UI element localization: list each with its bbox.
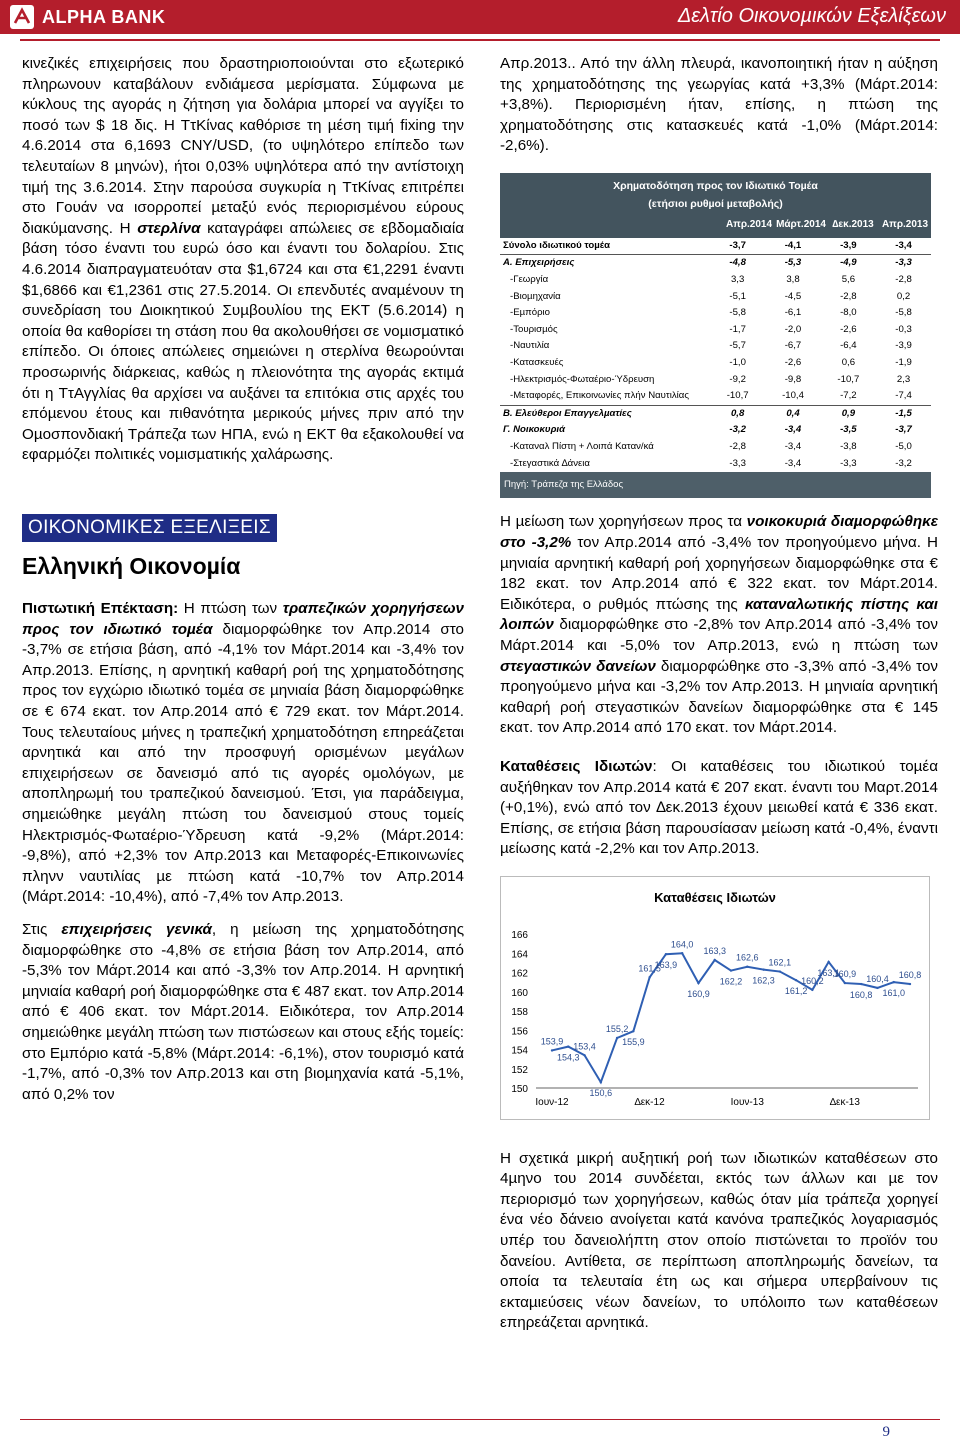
x-tick-label: Ιουν-12 bbox=[535, 1096, 569, 1108]
cell-value: -3,7 bbox=[895, 424, 912, 436]
households-paragraph: Η µείωση των χορηγήσεων προς τα νοικοκυριά διαµορφώθηκε στο -3,2% τον Απρ.2014 από -3,4% τον προηγούµενο µήνα. Η µηνιαία αρνητική καθαρή ροή χορηγήσεων διαµορφώθηκε στα € 182 εκατ. τον Απρ.2014 από € 322 εκατ. τον Μάρτ.2014. Ειδικότερα, ο ρυθµός πτώσης της καταναλωτικής πίστης και λοιπών διαµορφώθηκε στο -2,8% τον Απρ.2014 από -3,4% τον Μάρτ.2014 και -5,0% τον Απρ.2013, ενώ η πτώση των στεγαστικών δανείων διαµορφώθηκε στο -3,3% από -3,4% τον προηγούµενο µήνα και -3,2% τον Απρ.2013. Η µηνιαία αρνητική καθαρή ροή στεγαστικών δανείων διαµορφώθηκε στα € 145 εκατ. τον Απρ.2014 από 170 εκατ. τον Μάρτ.2014. bbox=[500, 513, 939, 737]
data-point bbox=[681, 952, 683, 954]
data-label: 160,2 bbox=[801, 975, 824, 986]
data-point bbox=[860, 983, 862, 985]
data-label: 160,8 bbox=[898, 970, 922, 981]
cell-value: 0,2 bbox=[896, 290, 911, 302]
cell-value: -4,8 bbox=[710, 255, 765, 272]
table-row bbox=[500, 322, 931, 339]
cell-value: -3,3 bbox=[840, 457, 857, 469]
data-label: 153,4 bbox=[573, 1041, 596, 1052]
cell-value: -10,7 bbox=[726, 390, 749, 402]
data-point bbox=[746, 965, 748, 967]
cell-value: -3,7 bbox=[729, 239, 746, 251]
table-header bbox=[500, 215, 931, 238]
fx-paragraph: κινεζικές επιχειρήσεις που δραστηριοποιούνται στο εξωτερικό πληρωνουν καταβάλουν ενδιάμεσα µερίσµατα. Σύµφωνα µε κύκλους της αγοράς η ζήτηση για δολάρια µπορεί να αγγίξει το ποσό των $ 18 δις. Η ΤτΚίνας καθόρισε τη µέση τιµή fixing την 4.6.2014 στα 6,1693 CNY/USD, (το υψηλότερο επίπεδο των τελευταίων 8 µηνών), ήτοι 0,03% υψηλότερα από την αντίστοιχη τιµή της 3.6.2014. Στην παρούσα συγκυρία η ΤτΚίνας επιτρέπει στο Γουάν να ισορροπεί µεταξύ ενός περιορισµένου εύρους διακύµανσης. Η στερλίνα καταγράφει απώλειες σε εβδοµαδιαία βάση τόσο έναντι του ευρώ όσο και έναντι του δολαρίου. Στις 4.6.2014 διαπραγµατευόταν στα $1,6724 και στα €1,2291 έναντι $1,6866 και €1,2361 στις 27.5.2014. Οι επενδυτές αναµένουν τη συνεδρίαση του ∆ιοικητικού Συµβουλίου της ΕΚΤ (5.6.2014) η οποία θα καθορίσει τη στάση που θα ακολουθήσει σε νοµισµατικό επίπεδο. Οι όποιες απώλειες σηµειώνει η στερλίνα θεωρούνται προσωρινής διάρκειας, καθώς η πλειονότητα της αγοράς εκτιµά ότι η ΤτΑγγλίας θα αρχίσει να αυξάνει τα επιτόκια στις αρχές του επόµενου έτους και πιθανότητα µερικούς µήνες πριν από την Οµοσπονδιακή Τράπεζα των ΗΠΑ, ενώ η ΕΚΤ θα εξακολουθεί να εφαρµόζει πολιτικές νοµισµατικής χαλάρωσης. bbox=[22, 55, 464, 464]
row-label: -Καταναλ Πίστη + Λοιπά Καταν/κά bbox=[510, 440, 654, 452]
data-point bbox=[844, 982, 846, 984]
col-header: Μάρτ.2014 bbox=[776, 218, 826, 230]
row-label: -Κατασκευές bbox=[510, 357, 564, 369]
data-point bbox=[876, 987, 878, 989]
row-label: Γ. Νοικοκυριά bbox=[503, 424, 566, 436]
row-label: -Μεταφορές, Επικοινωνίες πλήν Ναυτιλίας bbox=[510, 390, 689, 402]
x-tick-label: ∆εκ-13 bbox=[829, 1096, 860, 1108]
cell-value: -3,5 bbox=[840, 424, 857, 436]
cell-value: 0,4 bbox=[765, 405, 820, 422]
y-tick-label: 150 bbox=[511, 1083, 528, 1095]
cell-value: -3,4 bbox=[784, 424, 802, 436]
table-row bbox=[500, 305, 931, 322]
data-label: 163,9 bbox=[654, 960, 678, 971]
y-tick-label: 156 bbox=[511, 1026, 528, 1038]
data-point bbox=[762, 968, 764, 970]
cell-value: -8,0 bbox=[840, 307, 857, 319]
cell-value: 2,3 bbox=[896, 373, 911, 385]
header-bar bbox=[0, 0, 960, 34]
cell-value: -7,4 bbox=[895, 390, 912, 402]
agri-paragraph: Απρ.2013.. Από την άλλη πλευρά, ικανοποιητική ήταν η αύξηση της χρηµατοδότησης της γεωργίας κατά +3,3% (Μάρτ.2014: +3,8%). Περιορισµένη ήταν, επίσης, η πτώση της χρηµατοδότησης στις κατασκευές κατά -1,0% (Μάρτ.2014: -2,6%). bbox=[500, 55, 938, 155]
cell-value: -3,4 bbox=[784, 457, 802, 469]
data-point bbox=[714, 959, 716, 961]
section-banner: ΟΙΚΟΝΟΜΙΚΕΣ ΕΞΕΛΙΞΕΙΣ bbox=[22, 514, 277, 543]
x-tick-label: ∆εκ-12 bbox=[634, 1096, 665, 1108]
cell-value: -1,7 bbox=[729, 323, 746, 335]
data-label: 162,6 bbox=[736, 952, 759, 963]
data-point bbox=[551, 1049, 553, 1051]
cell-value: -5,1 bbox=[729, 290, 746, 302]
cell-value: -4,5 bbox=[784, 290, 802, 302]
cell-value: 3,8 bbox=[786, 274, 800, 286]
data-point bbox=[583, 1054, 585, 1056]
bulletin-title: Δελτίο Οικονοµικών Εξελίξεων bbox=[677, 5, 946, 27]
cell-value: -5,3 bbox=[765, 255, 820, 272]
cell-value: -6,1 bbox=[784, 307, 802, 319]
cell-value: -6,7 bbox=[784, 340, 802, 352]
cell-value: -7,2 bbox=[840, 390, 857, 402]
row-label: -Ναυτιλία bbox=[510, 340, 550, 352]
table-row bbox=[500, 272, 931, 289]
y-tick-label: 166 bbox=[511, 929, 528, 941]
table-row bbox=[500, 355, 931, 372]
table-body bbox=[500, 238, 931, 472]
data-point bbox=[827, 961, 829, 963]
cell-value: -4,9 bbox=[821, 255, 876, 272]
table-row bbox=[500, 439, 931, 456]
data-point bbox=[730, 969, 732, 971]
cell-value: -9,8 bbox=[784, 373, 802, 385]
cell-value: -10,7 bbox=[837, 373, 860, 385]
table-row bbox=[500, 238, 931, 255]
row-label: -Ηλεκτρισµός-Φωταέριο-Ύδρευση bbox=[510, 373, 655, 385]
data-point bbox=[795, 979, 797, 981]
table-subtitle: (ετήσιοι ρυθµοί µεταβολής) bbox=[648, 197, 783, 210]
cell-value: 3,3 bbox=[730, 274, 745, 286]
data-point bbox=[697, 982, 699, 984]
deposits-paragraph: Καταθέσεις Ιδιωτών: Οι καταθέσεις του ιδιωτικού τοµέα αυξήθηκαν τον Απρ.2014 κατά € 207 εκατ. έναντι του Μαρτ.2014 (+0,1%), ενώ από τον ∆εκ.2013 έχουν µειωθεί κατά € 336 εκατ. Επίσης, σε ετήσια βάση παρουσίασαν µείωση κατά -0,4%, έναντι µείωσης κατά -2,2% και τον Απρ.2013. bbox=[500, 758, 938, 858]
cell-value: -3,3 bbox=[729, 457, 746, 469]
data-point bbox=[632, 1030, 634, 1032]
bank-name: ALPHA BANK bbox=[42, 6, 166, 27]
business-paragraph: Στις επιχειρήσεις γενικά, η µείωση της χρηµατοδότησης διαµορφώθηκε στο -4,8% σε ετήσια βάση τον Απρ.2014, από -5,3% τον Μάρτ.2014 και από -3,3% τον Απρ.2014. Η αρνητική µηνιαία καθαρή ροή διαµορφώθηκε στα € 487 εκατ. τον Απρ.2014 από € 406 εκατ. τον Μάρτ.2014. Ειδικότερα, τον Απρ.2014 σηµειώθηκε µεγάλη πτώση των πιστώσεων και στους εξής τοµείς: στο Εµπόριο κατά -5,8% (Μάρτ.2014: -6,1%), στον τουρισµό κατά -1,7%, από -0,3% τον Απρ.2013 και στη βιοµηχανία κατά -5,1%, από 0,2% τον bbox=[22, 920, 465, 1103]
left-column bbox=[22, 54, 464, 1105]
table-source: Πηγή: Τράπεζα της Ελλάδος bbox=[500, 472, 931, 499]
cell-value: -2,8 bbox=[729, 440, 746, 452]
row-label: Α. Επιχειρήσεις bbox=[500, 255, 710, 272]
cell-value: -2,0 bbox=[784, 323, 802, 335]
data-label: 155,9 bbox=[622, 1037, 645, 1048]
table-row bbox=[500, 455, 931, 472]
credit-table bbox=[500, 173, 931, 499]
col-header: ∆εκ.2013 bbox=[832, 218, 874, 230]
data-point bbox=[567, 1045, 569, 1047]
cell-value: -1,5 bbox=[876, 405, 931, 422]
table-row bbox=[500, 405, 931, 422]
cell-value: 0,6 bbox=[841, 357, 856, 369]
cell-value: -2,6 bbox=[840, 323, 857, 335]
x-tick-label: Ιουν-13 bbox=[730, 1096, 764, 1108]
data-label: 160,9 bbox=[833, 969, 857, 980]
data-label: 162,2 bbox=[719, 976, 743, 987]
page-number: 9 bbox=[882, 1424, 890, 1440]
row-label: -Γεωργία bbox=[510, 274, 549, 286]
table-row bbox=[500, 422, 931, 439]
cell-value: 5,6 bbox=[841, 274, 856, 286]
cell-value: -5,8 bbox=[895, 307, 912, 319]
data-label: 160,9 bbox=[687, 989, 710, 1000]
right-column bbox=[500, 54, 938, 1334]
cell-value: -4,1 bbox=[784, 239, 802, 251]
data-point bbox=[779, 970, 781, 972]
data-label: 155,2 bbox=[605, 1023, 629, 1034]
data-label: 161,5 bbox=[638, 963, 661, 974]
deposits-chart bbox=[500, 876, 930, 1120]
credit-paragraph: Πιστωτική Επέκταση: Η πτώση των τραπεζικών χορηγήσεων προς τον ιδιωτικό τοµέα διαµορφώθηκε τον Απρ.2014 στο -3,7% σε ετήσια βάση, από -4,1% τον Μάρτ.2014 και -3,4% τον Απρ.2013. Επίσης, η αρνητική καθαρή ροή της χρηµατοδότησης προς τον εγχώριο ιδιωτικό τοµέα σε µηνιαία βάση διαµορφώθηκε σε € 674 εκατ. τον Απρ.2014 από € 729 εκατ. τον Μάρτ.2014. Τους τελευταίους µήνες η τραπεζική χρηµατοδότηση επηρεάζεται αρνητικά και από την προσφυγή ορισµένων µεγάλων επιχειρήσεων σε δανεισµό από τις αγορές οµολόγων, µε αποπληρωµή του τραπεζικού δανεισµού. Έτσι, για παράδειγµα, σηµειώθηκε µεγάλη πτώση του δανεισµού στους τοµείς Ηλεκτρισµός-Φωταέριο-Ύδρευση κατά -9,2% (Μάρτ.2014: -9,8%), από +2,3% τον Απρ.2013 και Μεταφορές-Επικοινωνίες πληνν ναυτιλίας µε πτώση κατά -10,7% τον Απρ.2014 (Μάρτ.2014: -10,4%), από -7,4% τον Απρ.2013. bbox=[22, 600, 464, 906]
cell-value: -2,6 bbox=[784, 357, 802, 369]
data-label: 153,9 bbox=[540, 1036, 564, 1047]
cell-value: -10,4 bbox=[782, 390, 804, 402]
row-label: Β. Ελεύθεροι Επαγγελµατίες bbox=[500, 405, 710, 422]
row-label: -Βιοµηχανία bbox=[510, 290, 561, 302]
y-tick-label: 152 bbox=[511, 1064, 528, 1076]
y-tick-label: 164 bbox=[511, 949, 528, 961]
cell-value: -9,2 bbox=[729, 373, 746, 385]
data-label: 161,0 bbox=[882, 988, 905, 999]
data-point bbox=[600, 1081, 602, 1083]
row-label: -Τουρισµός bbox=[510, 323, 558, 335]
data-point bbox=[811, 989, 813, 991]
cell-value: -5,7 bbox=[729, 340, 746, 352]
cell-value: -5,8 bbox=[729, 307, 746, 319]
cell-value: 0,9 bbox=[821, 405, 876, 422]
series-line bbox=[552, 953, 910, 1082]
data-point bbox=[909, 983, 911, 985]
data-label: 161,2 bbox=[784, 986, 808, 997]
table-row bbox=[500, 371, 931, 388]
data-label: 160,4 bbox=[866, 973, 889, 984]
cell-value: -0,3 bbox=[895, 323, 912, 335]
table-row bbox=[500, 338, 931, 355]
data-label: 163,1 bbox=[817, 967, 840, 978]
data-label: 164,0 bbox=[670, 939, 694, 950]
cell-value: -3,2 bbox=[895, 457, 912, 469]
table-row bbox=[500, 255, 931, 272]
table-row bbox=[500, 288, 931, 305]
cell-value: -1,9 bbox=[895, 357, 912, 369]
cell-value: -5,0 bbox=[895, 440, 912, 452]
y-tick-label: 154 bbox=[511, 1045, 528, 1057]
cell-value: -3,9 bbox=[895, 340, 912, 352]
table-title: Χρηµατοδότηση προς τον Ιδιωτικό Τοµέα bbox=[613, 179, 818, 192]
cell-value: -3,3 bbox=[876, 255, 931, 272]
data-point bbox=[616, 1037, 618, 1039]
y-tick-label: 158 bbox=[511, 1006, 528, 1018]
deposits-flow-paragraph: Η σχετικά µικρή αυξητική ροή των ιδιωτικών καταθέσεων στο 4µηνο του 2014 συνδέεται, εκτός των άλλων και µε τον περιορισµό των χορηγήσεων, καθώς όταν µία τράπεζα χορηγεί ένα νέο δάνειο ανοίγεται κατά κανόνα τραπεζικός λογαριασµός υπέρ του δανειολήπτη στον οποίο πιστώνεται το προϊόν του δανείου. Αντίθετα, σε περίπτωση αποπληρωµής δανείων, τα οποία τα τελευταία έτη ως και σήµερα υπερβαίνουν τις εκταµιεύσεις νέων δανείων, το υπόλοιπο των καταθέσεων επηρεάζεται αρνητικά. bbox=[500, 1149, 938, 1332]
col-header: Απρ.2014 bbox=[725, 218, 773, 230]
chart-title: Καταθέσεις Ιδιωτών bbox=[654, 889, 776, 905]
row-label: -Στεγαστικά ∆άνεια bbox=[510, 457, 590, 469]
bottom-rule bbox=[20, 1419, 940, 1420]
table-row bbox=[500, 388, 931, 405]
data-label: 162,3 bbox=[752, 975, 775, 986]
data-label: 163,3 bbox=[703, 945, 726, 956]
top-rule bbox=[20, 39, 940, 41]
row-label: -Εµπόριο bbox=[510, 307, 551, 319]
cell-value: -3,4 bbox=[784, 440, 802, 452]
cell-value: -3,9 bbox=[840, 239, 857, 251]
y-tick-label: 160 bbox=[511, 987, 528, 999]
y-tick-label: 162 bbox=[511, 968, 528, 980]
data-point bbox=[648, 976, 650, 978]
cell-value: -2,8 bbox=[840, 290, 857, 302]
row-label: Σύνολο ιδιωτικού τοµέα bbox=[503, 239, 610, 251]
cell-value: -1,0 bbox=[729, 357, 746, 369]
data-point bbox=[665, 953, 667, 955]
cell-value: -2,8 bbox=[895, 274, 912, 286]
data-label: 162,1 bbox=[768, 957, 792, 968]
cell-value: -3,4 bbox=[895, 239, 912, 251]
data-label: 154,3 bbox=[557, 1052, 580, 1063]
cell-value: -3,8 bbox=[840, 440, 857, 452]
cell-value: -3,2 bbox=[729, 424, 746, 436]
col-header: Απρ.2013 bbox=[881, 218, 929, 230]
alpha-logo-icon bbox=[10, 5, 34, 29]
bank-logo bbox=[10, 5, 165, 29]
data-point bbox=[893, 981, 895, 983]
cell-value: -6,4 bbox=[840, 340, 857, 352]
data-label: 160,8 bbox=[849, 990, 873, 1001]
section-heading: Ελληνική Οικονοµία bbox=[22, 553, 241, 580]
data-label: 150,6 bbox=[589, 1088, 613, 1099]
cell-value: 0,8 bbox=[710, 405, 765, 422]
